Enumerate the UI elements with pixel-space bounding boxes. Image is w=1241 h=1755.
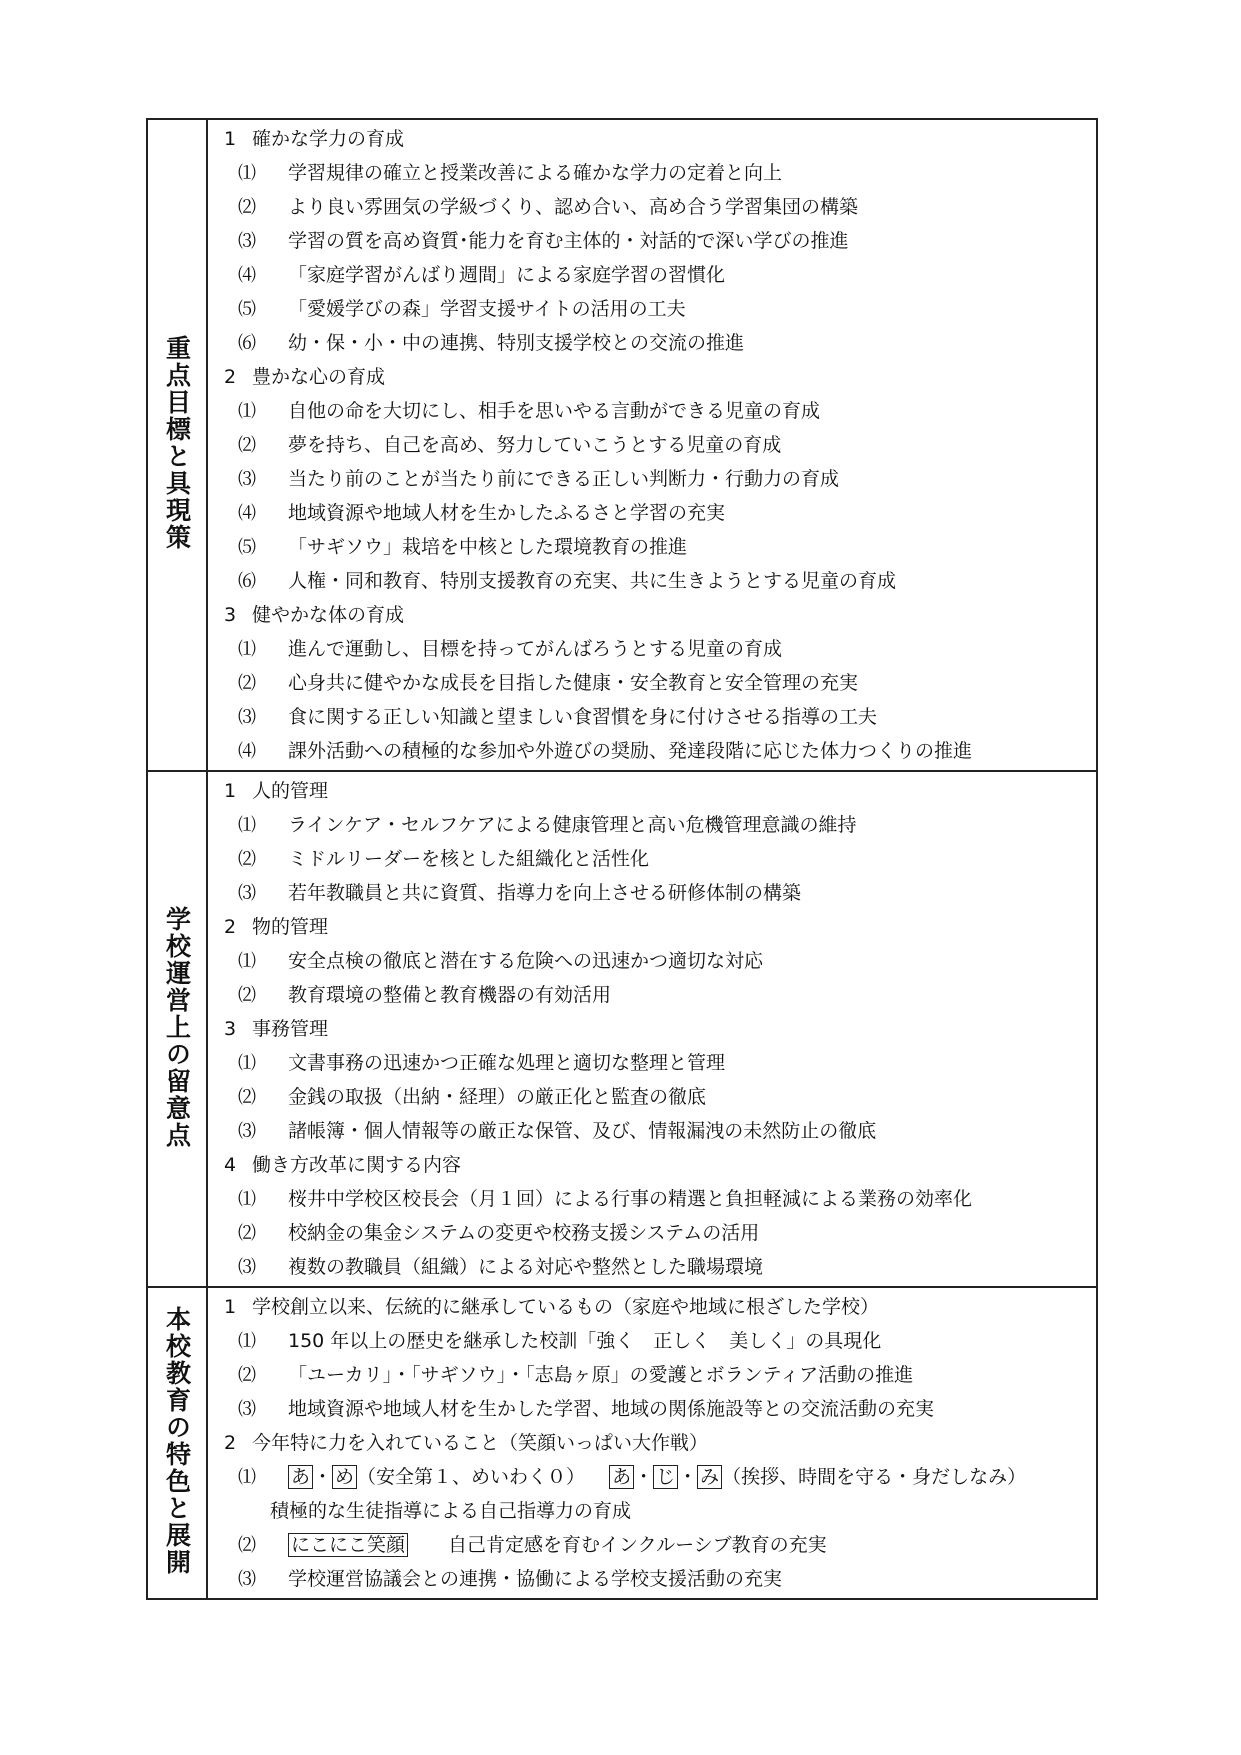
list-item: ⑴ 学習規律の確立と授業改善による確かな学力の定着と向上 [238, 162, 783, 184]
list-item: ⑵ 「ユーカリ」・「サギソウ」・「志島ヶ原」の愛護とボランティア活動の推進 [238, 1364, 914, 1386]
row-content [207, 771, 1097, 1287]
school-plan-table [146, 118, 1098, 1600]
list-item: ⑶ 学習の質を高め資質･能力を育む主体的・対話的で深い学びの推進 [238, 230, 849, 252]
list-item: ⑶ 食に関する正しい知識と望ましい食習慣を身に付けさせる指導の工夫 [238, 706, 878, 728]
list-item: ⑵ ミドルリーダーを核とした組織化と活性化 [238, 848, 650, 870]
table-row [147, 119, 1097, 771]
group-heading: 2 豊かな心の育成 [224, 366, 386, 388]
list-item: ⑸ 「サギソウ」栽培を中核とした環境教育の推進 [238, 536, 688, 558]
boxed-letter: じ [653, 1465, 678, 1489]
group-heading: 1 確かな学力の育成 [224, 128, 405, 150]
group-heading: 1 学校創立以来、伝統的に継承しているもの（家庭や地域に根ざした学校） [224, 1296, 880, 1318]
list-item-continuation: 積極的な生徒指導による自己指導力の育成 [270, 1500, 632, 1522]
row-heading-cell [147, 119, 207, 771]
list-item: ⑴ 桜井中学校区校長会（月１回）による行事の精選と負担軽減による業務の効率化 [238, 1188, 973, 1210]
list-item: ⑸ 「愛媛学びの森」学習支援サイトの活用の工夫 [238, 298, 686, 320]
list-item: ⑹ 幼・保・小・中の連携、特別支援学校との交流の推進 [238, 332, 745, 354]
list-item: ⑶ 当たり前のことが当たり前にできる正しい判断力・行動力の育成 [238, 468, 840, 490]
list-item: ⑶ 地域資源や地域人材を生かした学習、地域の関係施設等との交流活動の充実 [238, 1398, 935, 1420]
list-item: ⑵ 心身共に健やかな成長を目指した健康・安全教育と安全管理の充実 [238, 672, 859, 694]
row-heading: 重点目標と具現策 [162, 335, 192, 551]
table-row [147, 771, 1097, 1287]
list-item: ⑷ 「家庭学習がんばり週間」による家庭学習の習慣化 [238, 264, 726, 286]
row-content [207, 119, 1097, 771]
group-heading: 3 事務管理 [224, 1018, 329, 1040]
list-item: ⑵ より良い雰囲気の学級づくり、認め合い、高め合う学習集団の構築 [238, 196, 859, 218]
group-heading: 1 人的管理 [224, 780, 329, 802]
list-item: ⑶ 若年教職員と共に資質、指導力を向上させる研修体制の構築 [238, 882, 802, 904]
boxed-slogan: にこにこ笑顔 [288, 1533, 408, 1557]
list-item: ⑴ 文書事務の迅速かつ正確な処理と適切な整理と管理 [238, 1052, 726, 1074]
list-item: ⑴ ラインケア・セルフケアによる健康管理と高い危機管理意識の維持 [238, 814, 857, 836]
boxed-letter: み [697, 1465, 722, 1489]
row-heading-cell [147, 1287, 207, 1599]
boxed-letter: あ [288, 1465, 313, 1489]
group-heading: 2 今年特に力を入れていること（笑顔いっぱい大作戦） [224, 1432, 709, 1454]
list-item: ⑵ 校納金の集金システムの変更や校務支援システムの活用 [238, 1222, 760, 1244]
row-heading: 学校運営上の留意点 [162, 905, 192, 1149]
table-row [147, 1287, 1097, 1599]
list-item: ⑶ 複数の教職員（組織）による対応や整然とした職場環境 [238, 1256, 764, 1278]
list-item: ⑴ 安全点検の徹底と潜在する危険への迅速かつ適切な対応 [238, 950, 764, 972]
row-heading-cell [147, 771, 207, 1287]
list-item: ⑵ 教育環境の整備と教育機器の有効活用 [238, 984, 612, 1006]
list-item: ⑵ 夢を持ち、自己を高め、努力していこうとする児童の育成 [238, 434, 782, 456]
group-heading: 4 働き方改革に関する内容 [224, 1154, 462, 1176]
boxed-letter: あ [609, 1465, 634, 1489]
list-item: ⑶ 諸帳簿・個人情報等の厳正な保管、及び、情報漏洩の未然防止の徹底 [238, 1120, 877, 1142]
row-heading: 本校教育の特色と展開 [162, 1306, 192, 1576]
list-item: ⑴ 自他の命を大切にし、相手を思いやる言動ができる児童の育成 [238, 400, 821, 422]
list-item: ⑵ にこにこ笑顔 自己肯定感を育むインクルーシブ教育の充実 [238, 1534, 827, 1556]
boxed-letter: め [332, 1465, 357, 1489]
list-item: ⑴ 進んで運動し、目標を持ってがんばろうとする児童の育成 [238, 638, 783, 660]
row-content [207, 1287, 1097, 1599]
list-item: ⑹ 人権・同和教育、特別支援教育の充実、共に生きようとする児童の育成 [238, 570, 897, 592]
group-heading: 2 物的管理 [224, 916, 329, 938]
list-item: ⑵ 金銭の取扱（出納・経理）の厳正化と監査の徹底 [238, 1086, 707, 1108]
list-item: ⑴ あ ・ め （安全第１、めいわく０） あ ・ じ ・ み （挨拶、時間を守る・身だしなみ） [238, 1466, 1027, 1488]
list-item: ⑴ 150 年以上の歴史を継承した校訓「強く 正しく 美しく」の具現化 [238, 1330, 882, 1352]
list-item: ⑷ 地域資源や地域人材を生かしたふるさと学習の充実 [238, 502, 726, 524]
group-heading: 3 健やかな体の育成 [224, 604, 405, 626]
list-item: ⑶ 学校運営協議会との連携・協働による学校支援活動の充実 [238, 1568, 783, 1590]
list-item: ⑷ 課外活動への積極的な参加や外遊びの奨励、発達段階に応じた体力つくりの推進 [238, 740, 973, 762]
